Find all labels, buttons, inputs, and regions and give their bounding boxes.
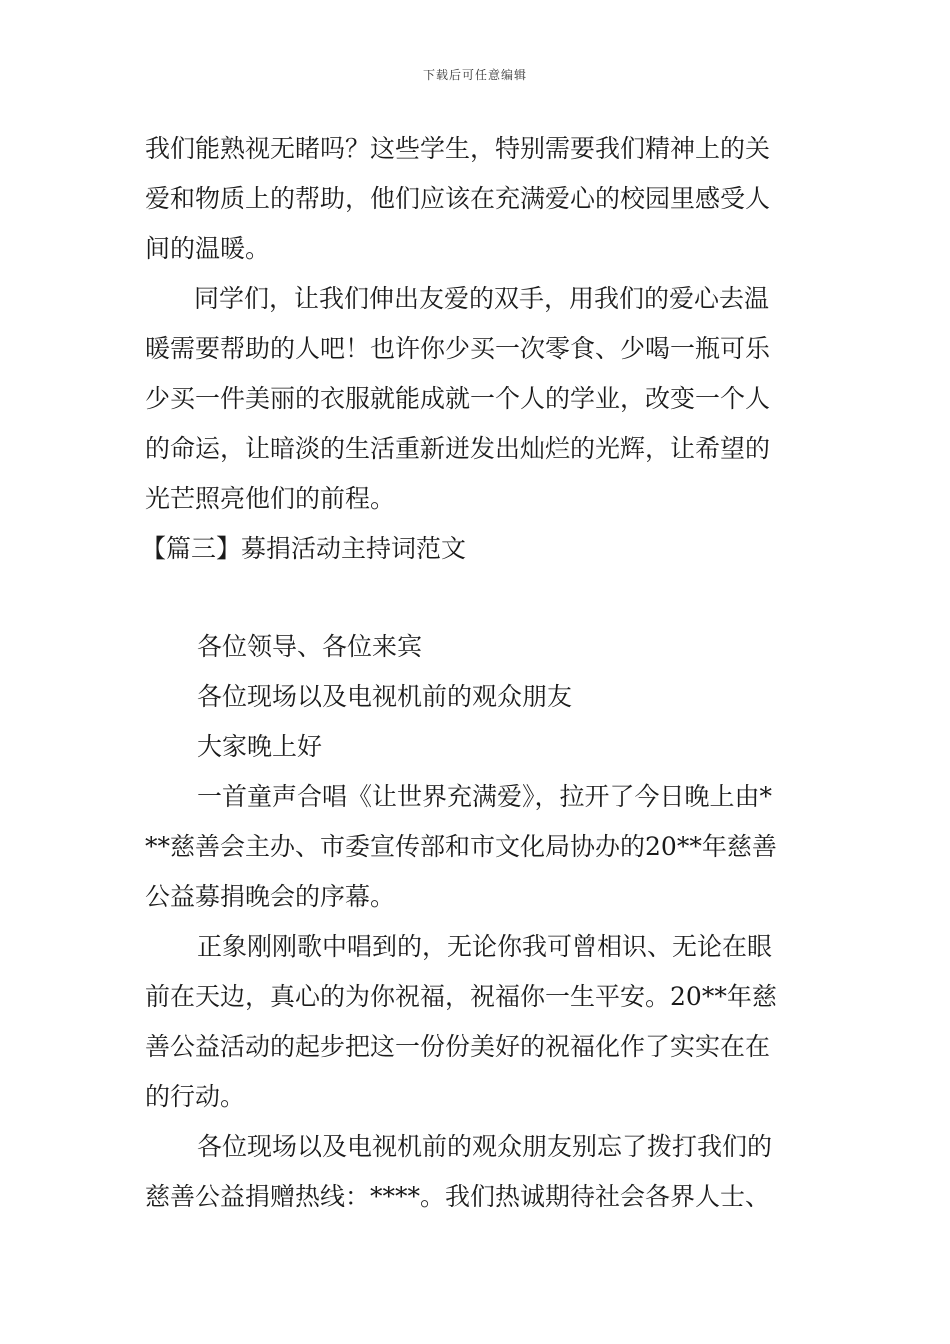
- section-heading: 【篇三】募捐活动主持词范文: [141, 534, 467, 563]
- text-line: 一首童声合唱《让世界充满爱》，拉开了今日晚上由*: [197, 782, 773, 811]
- text-line: 公益募捐晚会的序幕。: [145, 882, 396, 911]
- page-header: 下载后可任意编辑: [422, 68, 527, 82]
- text-line: 的命运，让暗淡的生活重新迸发出灿烂的光辉，让希望的: [145, 434, 771, 463]
- text-line: 光芒照亮他们的前程。: [145, 484, 396, 513]
- text-line: 各位现场以及电视机前的观众朋友别忘了拨打我们的: [197, 1132, 773, 1161]
- text-line: **慈善会主办、市委宣传部和市文化局协办的20**年慈善: [145, 832, 777, 861]
- text-line: 善公益活动的起步把这一份份美好的祝福化作了实实在在: [145, 1032, 771, 1061]
- text-line: 正象刚刚歌中唱到的，无论你我可曾相识、无论在眼: [197, 932, 773, 961]
- text-line: 大家晚上好: [197, 732, 323, 761]
- text-line: 爱和物质上的帮助，他们应该在充满爱心的校园里感受人: [145, 184, 771, 213]
- text-line: 我们能熟视无睹吗？这些学生，特别需要我们精神上的关: [145, 134, 771, 163]
- text-line: 各位领导、各位来宾: [197, 632, 423, 661]
- text-line: 慈善公益捐赠热线：****。我们热诚期待社会各界人士、: [145, 1182, 771, 1211]
- document-body: [141, 124, 807, 1222]
- text-line: 间的温暖。: [145, 234, 271, 263]
- text-line: 的行动。: [145, 1082, 246, 1111]
- text-line: 暖需要帮助的人吧！也许你少买一次零食、少喝一瓶可乐: [145, 334, 771, 363]
- blank-gap: [145, 574, 807, 622]
- text-line: 各位现场以及电视机前的观众朋友: [197, 682, 573, 711]
- text-line: 前在天边，真心的为你祝福，祝福你一生平安。20**年慈: [145, 982, 777, 1011]
- text-line: 同学们，让我们伸出友爱的双手，用我们的爱心去温: [194, 284, 770, 313]
- text-line: 少买一件美丽的衣服就能成就一个人的学业，改变一个人: [145, 384, 771, 413]
